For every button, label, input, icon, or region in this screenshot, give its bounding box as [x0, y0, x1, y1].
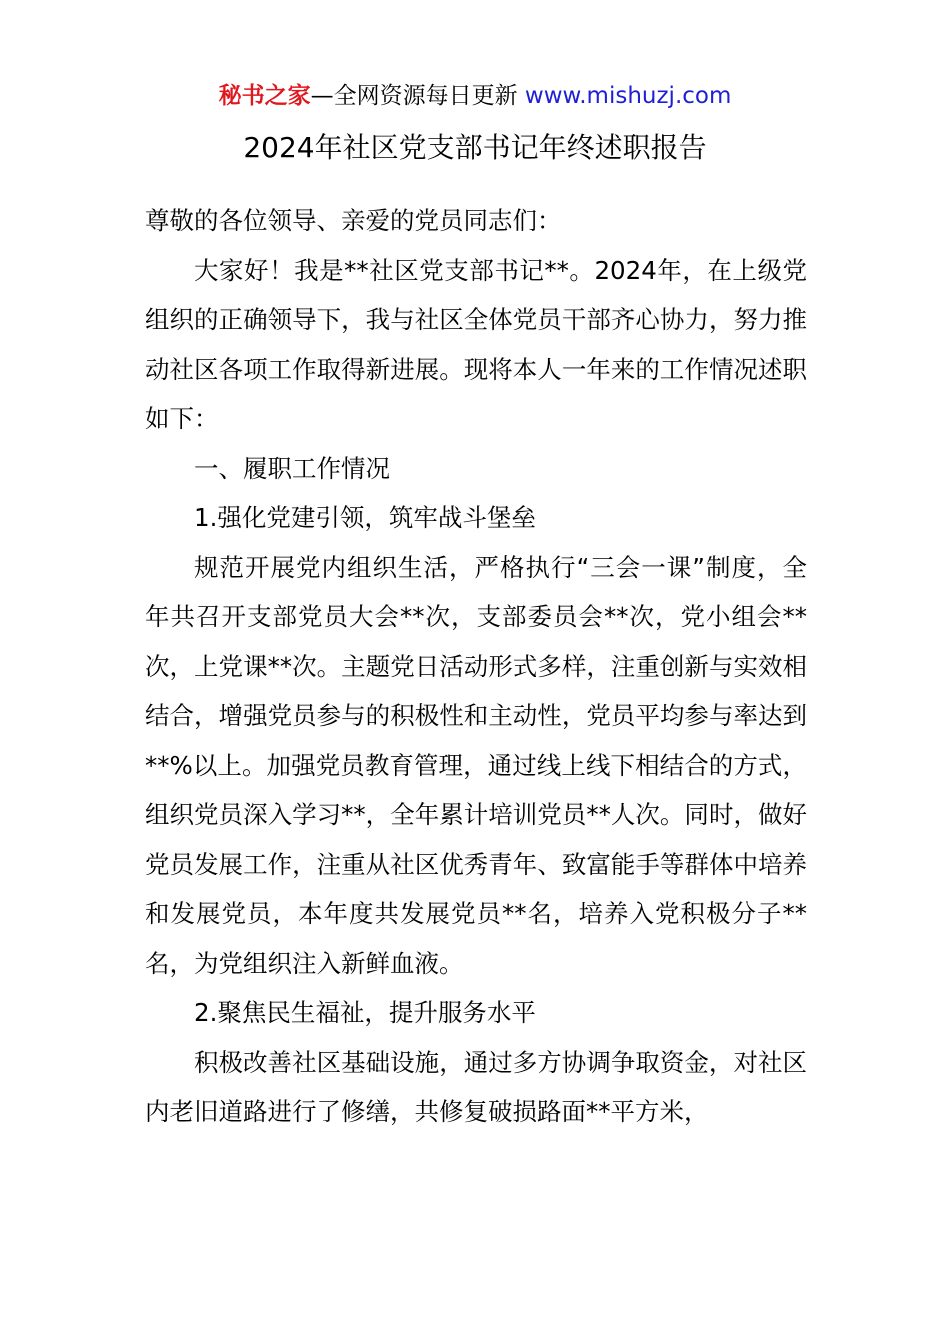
site-header — [0, 80, 950, 112]
subsection-body-1: 规范开展党内组织生活，严格执行“三会一课”制度，全年共召开支部党员大会**次，支部委员会**次，党小组会**次，上党课**次。主题党日活动形式多样，注重创新与实效相结合，增强党员参与的积极性和主动性，党员平均参与率达到**%以上。加强党员教育管理，通过线上线下相结合的方式，组织党员深入学习**，全年累计培训党员**人次。同时，做好党员发展工作，注重从社区优秀青年、致富能手等群体中培养和发展党员，本年度共发展党员**名，培养入党积极分子**名，为党组织注入新鲜血液。 — [145, 552, 807, 978]
intro-paragraph: 大家好！我是**社区党支部书记**。2024年，在上级党组织的正确领导下，我与社区全体党员干部齐心协力，努力推动社区各项工作取得新进展。现将本人一年来的工作情况述职如下： — [145, 255, 807, 433]
greeting-paragraph: 尊敬的各位领导、亲爱的党员同志们： — [145, 206, 562, 235]
section-heading: 一、履职工作情况 — [194, 453, 390, 483]
subsection-heading-1: 1.强化党建引领，筑牢战斗堡垒 — [194, 503, 536, 532]
subsection-heading-2: 2.聚焦民生福祉，提升服务水平 — [194, 998, 536, 1027]
site-slogan: —全网资源每日更新 — [310, 83, 518, 109]
document-title: 2024年社区党支部书记年终述职报告 — [243, 131, 707, 164]
site-brand: 秘书之家 — [218, 83, 311, 109]
site-url-link[interactable]: www.mishuzj.com — [524, 83, 732, 109]
subsection-body-2: 积极改善社区基础设施，通过多方协调争取资金，对社区内老旧道路进行了修缮，共修复破损路面**平方米， — [145, 1047, 807, 1126]
document-body — [145, 196, 807, 1137]
